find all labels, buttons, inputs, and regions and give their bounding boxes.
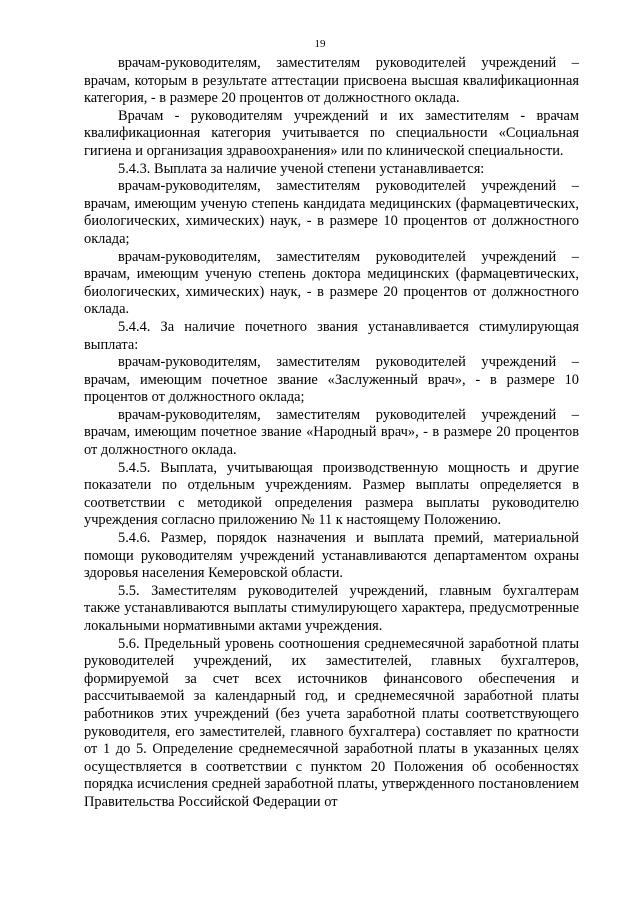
paragraph-category-bonus: врачам-руководителям, заместителям руководителей учреждений – врачам, которым в результате аттестации присвоена высшая квалификационная категория, - в размере 20 процентов от должностного оклада. [84, 55, 579, 107]
paragraph-5-4-5: 5.4.5. Выплата, учитывающая производственную мощность и другие показатели по отдельным учреждениям. Размер выплаты определяется в соответствии с методикой определения размера выплаты руководителю учреждения согласно приложению № 11 к настоящему Положению. [84, 459, 579, 529]
paragraph-5-4-4-heading: 5.4.4. За наличие почетного звания устанавливается стимулирующая выплата: [84, 318, 579, 353]
paragraph-people-doctor: врачам-руководителям, заместителям руководителей учреждений – врачам, имеющим почетное звание «Народный врач», - в размере 20 процентов от должностного оклада. [84, 406, 579, 459]
paragraph-5-4-3-heading: 5.4.3. Выплата за наличие ученой степени устанавливается: [118, 160, 485, 177]
paragraph-5-6: 5.6. Предельный уровень соотношения среднемесячной заработной платы руководителей учреждений, их заместителей, главных бухгалтеров, формируемой за счет всех источников финансового обеспечения и рассчитываемой за календарный год, и среднемесячной заработной платы работников этих учреждений (без учета заработной платы соответствующего руководителя, его заместителей, главного бухгалтера) составляет по кратности от 1 до 5. Определение среднемесячной заработной платы в указанных целях осуществляется в соответствии с пунктом 20 Положения об особенностях порядка исчисления средней заработной платы, утвержденного постановлением Правительства Российской Федерации от [84, 635, 579, 810]
page-number: 19 [314, 38, 326, 50]
paragraph-candidate-degree: врачам-руководителям, заместителям руководителей учреждений – врачам, имеющим ученую степень кандидата медицинских (фармацевтических, биологических, химических) наук, - в размере 10 процентов от должностного оклада; [84, 178, 579, 247]
paragraph-category-specialty: Врачам - руководителям учреждений и их заместителям - врачам квалификационная категория учитывается по специальности «Социальная гигиена и организация здравоохранения» или по клинической специальности. [84, 107, 579, 159]
document-body [84, 55, 579, 812]
paragraph-honored-doctor: врачам-руководителям, заместителям руководителей учреждений – врачам, имеющим почетное звание «Заслуженный врач», - в размере 10 процентов от должностного оклада; [84, 354, 579, 406]
paragraph-5-5: 5.5. Заместителям руководителей учреждений, главным бухгалтерам также устанавливаются выплаты стимулирующего характера, предусмотренные локальными нормативными актами учреждения. [84, 582, 579, 634]
paragraph-5-4-6: 5.4.6. Размер, порядок назначения и выплата премий, материальной помощи руководителям учреждений устанавливаются департаментом охраны здоровья населения Кемеровской области. [84, 530, 579, 582]
paragraph-doctor-degree: врачам-руководителям, заместителям руководителей учреждений – врачам, имеющим ученую степень доктора медицинских (фармацевтических, биологических, химических) наук, - в размере 20 процентов от должностного оклада. [84, 248, 579, 318]
